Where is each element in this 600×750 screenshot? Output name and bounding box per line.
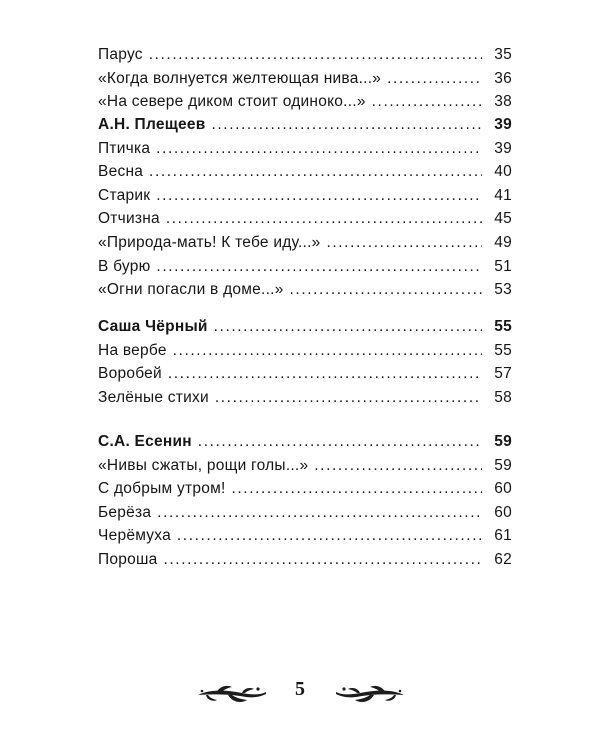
- author-page: 39: [494, 116, 512, 133]
- entry-title: Парус .....: [98, 43, 482, 67]
- entry-title: «Природа-мать! К тебе иду...» .....: [98, 231, 482, 255]
- entry-page: 58: [494, 388, 512, 406]
- entry-page: 60: [494, 503, 512, 521]
- toc-entry: [98, 501, 512, 525]
- entry-title: В бурю .....: [98, 255, 482, 279]
- toc-section-esenin: [98, 430, 512, 572]
- entry-title: С добрым утром! .....: [98, 477, 482, 501]
- entry-title: Весна .....: [98, 160, 482, 184]
- toc-author-heading: [98, 113, 512, 137]
- page-footer: [0, 676, 600, 716]
- toc-section-lermontov-continued: [98, 43, 512, 114]
- entry-page: 51: [494, 257, 512, 275]
- entry-title: Воробей .....: [98, 362, 482, 386]
- entry-page: 45: [494, 210, 512, 228]
- toc-entry: [98, 160, 512, 184]
- toc-entry: [98, 231, 512, 255]
- entry-page: 39: [494, 139, 512, 157]
- toc-entry: [98, 184, 512, 208]
- toc-entry: [98, 339, 512, 363]
- toc-entry: [98, 43, 512, 67]
- toc-entry: [98, 477, 512, 501]
- toc-entry: [98, 362, 512, 386]
- entry-page: 36: [494, 69, 512, 87]
- toc-entry: [98, 454, 512, 478]
- entry-page: 49: [494, 233, 512, 251]
- entry-page: 59: [494, 456, 512, 474]
- toc-entry: [98, 548, 512, 572]
- entry-title: «Нивы сжаты, рощи голы...» .....: [98, 454, 482, 478]
- entry-title: Старик .....: [98, 184, 482, 208]
- entry-title: Птичка .....: [98, 137, 482, 161]
- entry-title: Черёмуха .....: [98, 524, 482, 548]
- author-page: 59: [494, 433, 512, 450]
- entry-page: 41: [494, 186, 512, 204]
- toc-author-heading: [98, 315, 512, 339]
- entry-title: «На севере диком стоит одиноко...» .....: [98, 90, 482, 114]
- author-name: Саша Чёрный .....: [98, 315, 482, 339]
- author-name: С.А. Есенин .....: [98, 430, 482, 454]
- floral-flourish-icon: [334, 682, 406, 706]
- toc-section-sasha-cherny: [98, 315, 512, 409]
- toc-entry: [98, 255, 512, 279]
- author-page: 55: [494, 318, 512, 335]
- page-number: 5: [295, 678, 305, 700]
- entry-page: 38: [494, 93, 512, 111]
- entry-page: 61: [494, 527, 512, 545]
- entry-page: 57: [494, 365, 512, 383]
- entry-page: 62: [494, 550, 512, 568]
- toc-entry: [98, 137, 512, 161]
- entry-title: «Когда волнуется желтеющая нива...» .....: [98, 67, 482, 91]
- entry-page: 35: [494, 46, 512, 63]
- entry-title: «Огни погасли в доме...» .....: [98, 278, 482, 302]
- entry-page: 55: [494, 341, 512, 359]
- author-name: А.Н. Плещеев .....: [98, 113, 482, 137]
- toc-entry: [98, 386, 512, 410]
- floral-flourish-icon: [196, 682, 268, 706]
- entry-title: Берёза .....: [98, 501, 482, 525]
- toc-entry: [98, 524, 512, 548]
- toc-entry: [98, 67, 512, 91]
- toc-entry: [98, 278, 512, 302]
- entry-page: 40: [494, 163, 512, 181]
- toc-section-pleshcheev: [98, 113, 512, 302]
- toc-entry: [98, 207, 512, 231]
- entry-title: Зелёные стихи .....: [98, 386, 482, 410]
- entry-title: Пороша .....: [98, 548, 482, 572]
- toc-entry: [98, 90, 512, 114]
- entry-title: На вербе .....: [98, 339, 482, 363]
- entry-title: Отчизна .....: [98, 207, 482, 231]
- entry-page: 53: [494, 281, 512, 299]
- toc-author-heading: [98, 430, 512, 454]
- entry-page: 60: [494, 480, 512, 498]
